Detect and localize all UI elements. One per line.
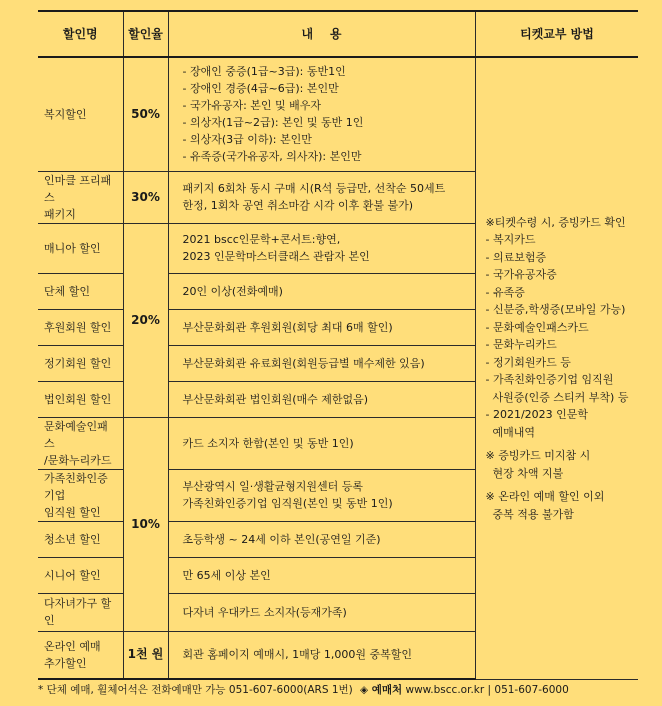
senior-name: 시니어 할인 <box>38 557 123 593</box>
list-item: - 국가유공자증 <box>485 268 557 281</box>
list-item: 예매내역 <box>485 425 535 439</box>
multichild-name: 다자녀가구 할인 <box>38 593 123 631</box>
list-item: - 장애인 경증(4급~6급): 본인만 <box>182 82 339 96</box>
header-content: 내 용 <box>168 11 475 57</box>
header-name: 할인명 <box>38 11 123 57</box>
list-item: ※ 증빙카드 미지참 시 <box>485 449 591 462</box>
regular-content: 부산문화회관 유료회원(회원등급별 매수제한 있음) <box>168 345 475 381</box>
header-row <box>38 11 638 57</box>
corporate-name: 법인회원 할인 <box>38 381 123 417</box>
footer-note: * 단체 예매, 휠체어석은 전화예매만 가능 051-607-6000(ARS 1번) <box>38 684 353 696</box>
interval-name: 인마클 프리패스 패키지 <box>38 171 123 223</box>
list-item: - 의료보험증 <box>485 250 547 264</box>
booking-text: www.bscc.or.kr | 051-607-6000 <box>402 684 569 696</box>
multichild-content: 다자녀 우대카드 소지자(등재가족) <box>168 593 475 631</box>
list-item: 중복 적용 불가함 <box>485 507 574 521</box>
list-item: - 2021/2023 인문학 <box>485 408 589 421</box>
list-item: ※ 온라인 예매 할인 이외 <box>485 490 605 503</box>
list-item: - 유족증 <box>485 285 525 299</box>
family-content: 부산광역시 일·생활균형지원센터 등록 가족친화인증기업 임직원(본인 및 동반 1인) <box>168 469 475 521</box>
list-item: - 정기회원카드 등 <box>485 355 571 369</box>
list-item: - 국가유공자: 본인 및 배우자 <box>182 99 322 113</box>
regular-name: 정기회원 할인 <box>38 345 123 381</box>
culture-name: 문화예술인패스 /문화누리카드 <box>38 417 123 469</box>
list-item: - 장애인 중증(1급~3급): 동반1인 <box>182 65 346 79</box>
list-item: 현장 차액 지불 <box>485 466 564 480</box>
youth-name: 청소년 할인 <box>38 521 123 557</box>
welfare-content <box>168 57 475 171</box>
list-item: 사원증(인증 스티커 부착) 등 <box>485 390 629 404</box>
header-rate: 할인율 <box>123 11 168 57</box>
sponsor-name: 후원회원 할인 <box>38 309 123 345</box>
online-rate: 1천 원 <box>123 631 168 679</box>
welfare-rate: 50% <box>123 57 168 171</box>
youth-content: 초등학생 ~ 24세 이하 본인(공연일 기준) <box>168 521 475 557</box>
group-name: 단체 할인 <box>38 273 123 309</box>
online-content: 회관 홈페이지 예매시, 1매당 1,000원 중복할인 <box>168 631 475 679</box>
interval-rate: 30% <box>123 171 168 223</box>
mania-name: 매니아 할인 <box>38 223 123 273</box>
group-content: 20인 이상(전화예매) <box>168 273 475 309</box>
list-item: - 유족증(국가유공자, 의사자): 본인만 <box>182 150 362 164</box>
list-item: - 의상자(1급~2급): 본인 및 동반 1인 <box>182 116 364 130</box>
booking-label: ◈ 예매처 <box>360 684 403 696</box>
list-item: ※티켓수령 시, 증빙카드 확인 <box>485 215 626 229</box>
list-item: - 복지카드 <box>485 233 536 246</box>
sponsor-content: 부산문화회관 후원회원(회당 최대 6매 할인) <box>168 309 475 345</box>
footer-booking-info <box>360 682 569 697</box>
senior-content: 만 65세 이상 본인 <box>168 557 475 593</box>
online-name: 온라인 예매 추가할인 <box>38 631 123 679</box>
header-ticket: 티켓교부 방법 <box>475 11 638 57</box>
list-item: - 문화누리카드 <box>485 338 557 351</box>
rate-20: 20% <box>123 223 168 417</box>
ticket-method-cell <box>475 57 638 679</box>
interval-content: 패키지 6회차 동시 구매 시(R석 등급만, 선착순 50세트 한정, 1회차 공연 취소마감 시각 이후 환불 불가) <box>168 171 475 223</box>
list-item: - 가족친화인증기업 임직원 <box>485 373 614 386</box>
table-row <box>38 57 638 171</box>
welfare-name: 복지할인 <box>38 57 123 171</box>
mania-content: 2021 bscc인문학+콘서트:향연, 2023 인문학마스터클래스 관람자 본인 <box>168 223 475 273</box>
list-item: - 문화예술인패스카드 <box>485 320 589 334</box>
discount-table <box>38 10 638 680</box>
culture-content: 카드 소지자 한함(본인 및 동반 1인) <box>168 417 475 469</box>
rate-10: 10% <box>123 417 168 631</box>
list-item: - 신분증,학생증(모바일 가능) <box>485 303 626 316</box>
family-name: 가족친화인증기업 임직원 할인 <box>38 469 123 521</box>
corporate-content: 부산문화회관 법인회원(매수 제한없음) <box>168 381 475 417</box>
list-item: - 의상자(3급 이하): 본인만 <box>182 133 312 147</box>
